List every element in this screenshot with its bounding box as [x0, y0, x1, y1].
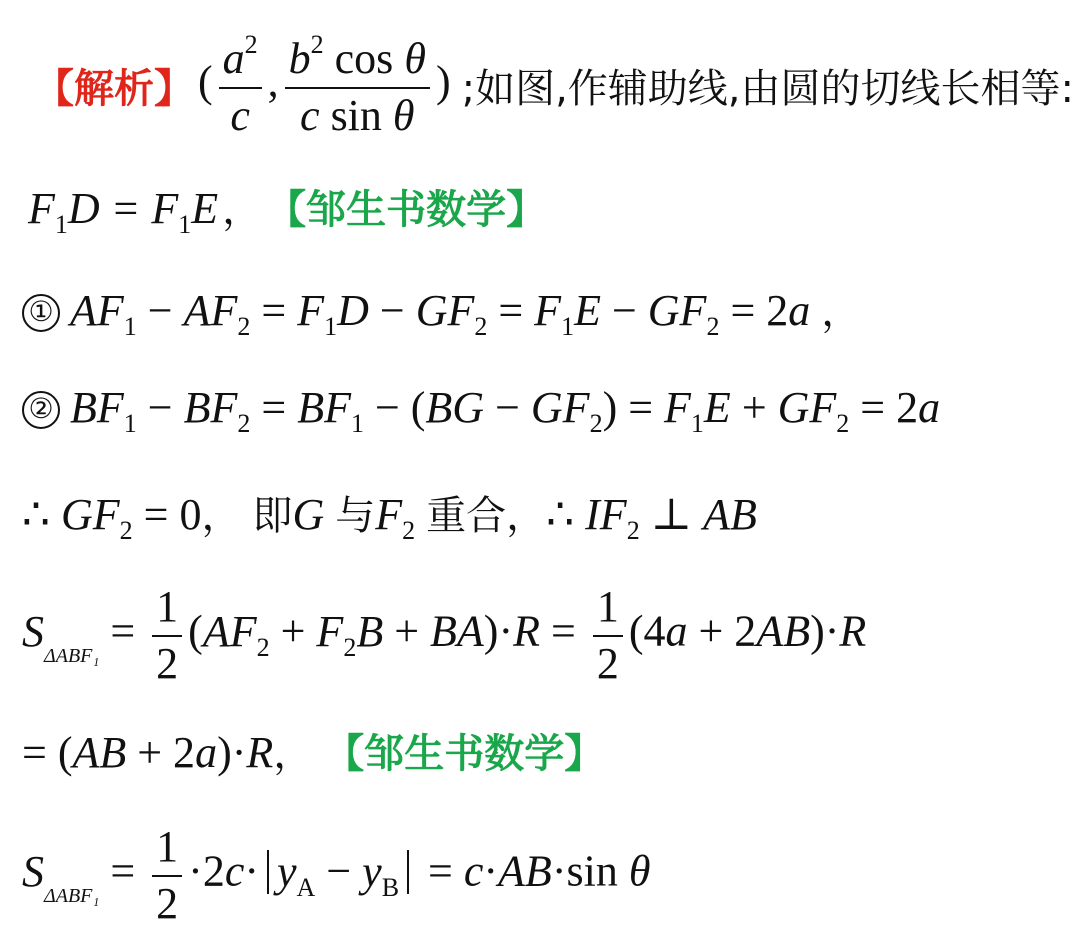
comma: ， — [222, 187, 263, 233]
abs-bar-right — [407, 850, 409, 894]
circled-one: ① — [22, 294, 60, 332]
equation-2: ② $BF_1 - BF_2 = BF_1 - (BG - GF_2) = F_1E + GF_2 = 2a$ — [22, 382, 940, 439]
ji: 即 — [252, 493, 293, 539]
equation-f1d-f1e: $F_1D = F_1E$ ， 【邹生书数学】 — [28, 184, 547, 239]
circled-two: ② — [22, 391, 60, 429]
header-text: ;如图,作辅助线,由圆的切线长相等: — [461, 66, 1074, 113]
chonghe: 重合， — [426, 493, 547, 539]
brand-label: 【邹生书数学】 — [324, 731, 605, 777]
yu: 与 — [335, 493, 376, 539]
analysis-tag: 【解析】 — [34, 66, 194, 113]
area-equation-1: $S_{\Delta ABF_1}$ = $\frac{1}{2}$ $(AF_2 + F_2B + BA)\cdot R$ = $\frac{1}{2}$ (4a + 2AB)·R — [22, 582, 867, 688]
area-equation-2: = (AB + 2a)·R， 【邹生书数学】 — [22, 728, 605, 777]
conclusion-line: ∴ $GF_2 = 0$， 即G 与$F_2$ 重合，∴ $IF_2$ ⊥ AB — [22, 490, 757, 545]
abs-bar-left — [267, 850, 269, 894]
brand-label: 【邹生书数学】 — [266, 187, 547, 233]
comma: ， — [273, 731, 314, 777]
area-equation-3: $S_{\Delta ABF_1}$ = $\frac{1}{2}$ $\cdot 2c\cdot y_A - y_B = c\cdot AB\cdot\sin$ θ — [22, 822, 651, 928]
point-coordinates: ( $\frac{a^2}{c}$ , $\frac{b^2 \cos \theta}{\text{c sin θ}}$ ) — [198, 30, 462, 140]
comma: ， — [821, 289, 862, 335]
comma: ， — [201, 493, 242, 539]
header-line — [34, 30, 1074, 140]
equation-1: ① $AF_1 - AF_2 = F_1D - GF_2 = F_1E - GF_2 = 2a$ ， — [22, 280, 861, 342]
